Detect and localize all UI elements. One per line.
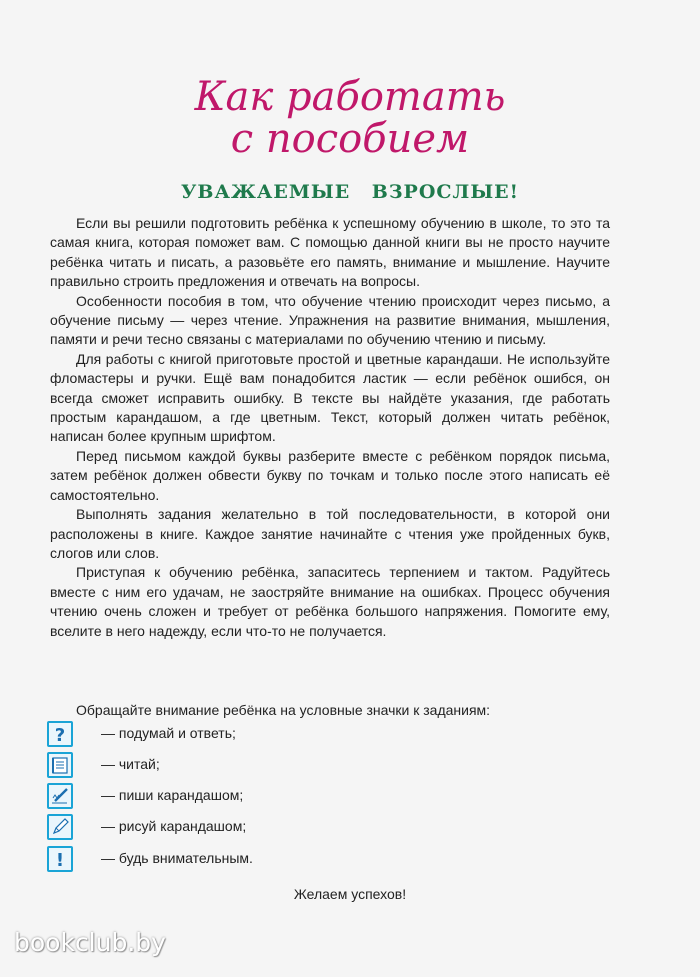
question-icon xyxy=(47,721,73,747)
legend-item-write xyxy=(47,783,447,811)
paragraph: Приступая к обучению ребёнка, запаситесь терпением и тактом. Радуйтесь вместе с ним его удачам, не заостряйте внимание на ошибках. Процесс обучения чтению очень сложен и требует от ребёнка большого напряжения. Помогите ему, вселите в него надежду, если что-то не получается. xyxy=(50,564,610,639)
page-title-line-1: Как работать xyxy=(194,74,506,120)
legend-text: — рисуй карандашом; xyxy=(101,818,247,834)
book-icon xyxy=(47,752,73,778)
exclamation-icon xyxy=(47,846,73,872)
watermark: bookclub.by xyxy=(14,928,166,957)
page-title-line-2: с пособием xyxy=(230,116,470,162)
subtitle: УВАЖАЕМЫЕ ВЗРОСЛЫЕ! xyxy=(181,181,519,203)
paragraph: Особенности пособия в том, что обучение чтению происходит через письмо, а обучение письму — через чтение. Упражнения на развитие внимания, мышления, памяти и речи тесно связаны с материалами по обучению чтению и письму. xyxy=(50,292,610,348)
legend-text: — пиши карандашом; xyxy=(101,787,244,803)
svg-text:!: ! xyxy=(55,850,65,870)
closing-wish: Желаем успехов! xyxy=(293,886,407,902)
legend-text: — будь внимательным. xyxy=(101,850,253,866)
legend-text: — читай; xyxy=(101,756,160,772)
paragraph: Для работы с книгой приготовьте простой и цветные карандаши. Не используйте фломастеры и ручки. Ещё вам понадобится ластик — если ребёнок ошибся, он всегда сможет исправить ошибку. В тексте вы найдёте указания, где работать простым карандашом, а где цветным. Текст, который должен читать ребёнок, написан более крупным шрифтом. xyxy=(50,350,610,445)
paragraph: Если вы решили подготовить ребёнка к успешному обучению в школе, то это та самая книга, которая поможет вам. С помощью данной книги вы не просто научите ребёнка читать и писать, а разовьёте его память, внимание и мышление. Научите правильно строить предложения и отвечать на вопросы. xyxy=(50,215,610,290)
pencil-draw-icon xyxy=(47,814,73,840)
legend-item-draw xyxy=(47,814,447,842)
body-text xyxy=(50,214,610,641)
paragraph: Выполнять задания желательно в той последовательности, в которой они расположены в книге. Каждое занятие начинайте с чтения уже пройденных букв, слогов или слов. xyxy=(50,506,610,561)
svg-text:?: ? xyxy=(54,725,66,745)
legend-item-read xyxy=(47,752,447,780)
legend-item-attention xyxy=(47,846,447,874)
legend-item-think xyxy=(47,721,447,749)
paragraph: Перед письмом каждой буквы разберите вместе с ребёнком порядок письма, затем ребёнок должен обвести букву по точкам и только после этого написать её самостоятельно. xyxy=(50,447,610,503)
pencil-write-icon xyxy=(47,783,73,809)
legend-text: — подумай и ответь; xyxy=(101,725,236,741)
legend-intro: Обращайте внимание ребёнка на условные значки к заданиям: xyxy=(76,702,491,718)
